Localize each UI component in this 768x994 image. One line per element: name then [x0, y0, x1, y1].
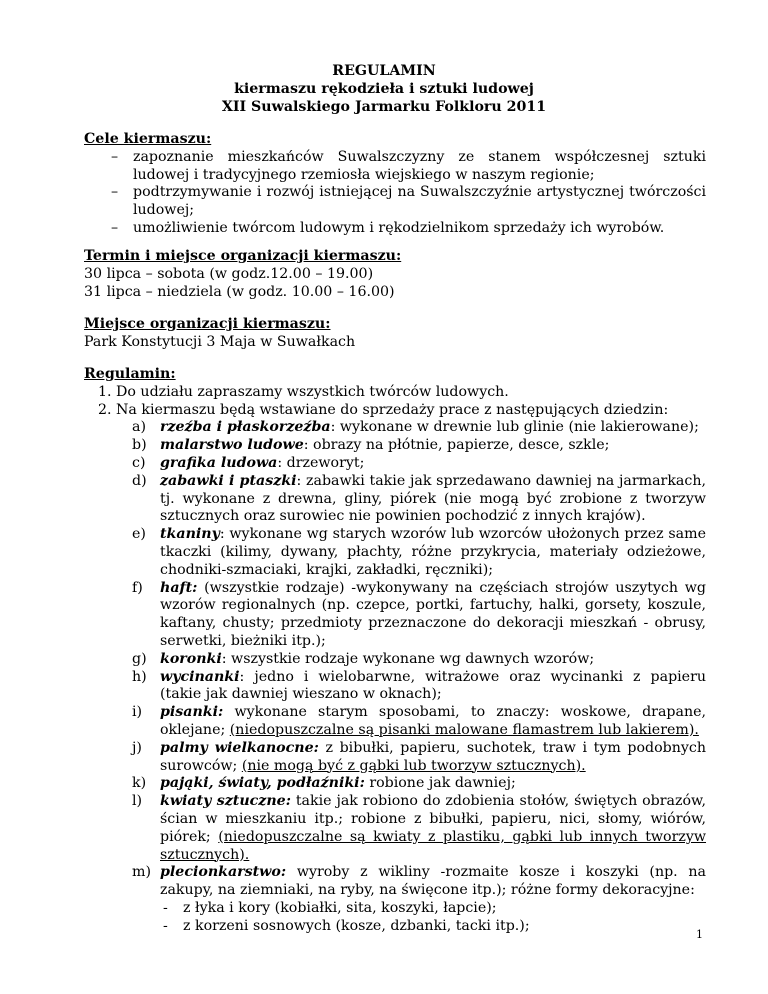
- letter-marker: h): [132, 668, 147, 685]
- term-heading: Termin i miejsce organizacji kiermaszu:: [84, 248, 402, 264]
- category-keyword: koronki: [160, 650, 222, 667]
- category-keyword: haft:: [160, 579, 198, 596]
- letter-marker: g): [132, 650, 147, 667]
- category-d: [84, 473, 706, 526]
- goal-text: podtrzymywanie i rozwój istniejącej na Suwalszczyźnie artystycznej twórczości ludowej;: [133, 184, 706, 219]
- letter-marker: d): [132, 472, 147, 489]
- category-text: wyroby z wikliny -rozmaite kosze i koszyki (np. na zakupy, na ziemniaki, na ryby, na święcone itp.); różne formy dekoracyjne:: [160, 864, 706, 899]
- term-line-2: 31 lipca – niedziela (w godz. 10.00 – 16.00): [84, 283, 395, 300]
- category-keyword: pająki, światy, podłaźniki:: [160, 775, 365, 792]
- sub-marker: -: [163, 899, 168, 916]
- category-restriction: (niedopuszczalne są kwiaty z plastiku, gąbki lub innych tworzyw sztucznych).: [160, 828, 707, 863]
- rules-heading: Regulamin:: [84, 366, 176, 382]
- category-keyword: zabawki i ptaszki: [160, 472, 297, 489]
- letter-marker: c): [132, 454, 146, 471]
- category-keyword: malarstwo ludowe: [160, 437, 304, 454]
- category-restriction: (nie mogą być z gąbki lub tworzyw sztucznych).: [241, 757, 586, 774]
- dash-marker: –: [111, 148, 119, 165]
- category-g: [84, 651, 706, 669]
- rule-item-1: [84, 384, 706, 402]
- category-h: [84, 669, 706, 705]
- category-m: [84, 864, 706, 900]
- rule-text: Do udziału zapraszamy wszystkich twórców ludowych.: [116, 383, 509, 400]
- category-a: [84, 419, 706, 437]
- category-keyword: plecionkarstwo:: [160, 864, 287, 881]
- category-keyword: rzeźba i płaskorzeźba: [160, 419, 331, 436]
- place-heading: Miejsce organizacji kiermaszu:: [84, 316, 331, 332]
- term-line-1: 30 lipca – sobota (w godz.12.00 – 19.00): [84, 265, 374, 282]
- category-text: : drzeworyt;: [277, 454, 365, 471]
- goals-section: [84, 131, 706, 238]
- number-marker: 2.: [98, 401, 112, 418]
- subcategory-item: [84, 918, 706, 936]
- category-c: [84, 455, 706, 473]
- category-i: [84, 704, 706, 740]
- category-l: [84, 793, 706, 864]
- term-section: [84, 248, 706, 301]
- letter-marker: i): [132, 704, 143, 721]
- rule-item-2: [84, 402, 706, 420]
- title-line-1: REGULAMIN: [332, 63, 436, 79]
- category-text: : wykonane w drewnie lub glinie (nie lakierowane);: [330, 419, 699, 436]
- goal-item: [84, 149, 706, 185]
- category-keyword: grafika ludowa: [160, 454, 278, 471]
- category-text: z bibułki, papieru, suchotek, traw i tym podobnych surowców;: [160, 739, 706, 774]
- rules-section: [84, 366, 706, 936]
- page-number: 1: [696, 928, 703, 941]
- category-text: : wszystkie rodzaje wykonane wg dawnych wzorów;: [221, 650, 595, 667]
- rule-text: Na kiermaszu będą wstawiane do sprzedaży prace z następujących dziedzin:: [116, 401, 669, 418]
- letter-marker: l): [132, 793, 143, 810]
- subcategory-text: z korzeni sosnowych (kosze, dzbanki, tacki itp.);: [183, 917, 530, 934]
- letter-marker: k): [132, 775, 147, 792]
- subcategory-text: z łyka i kory (kobiałki, sita, koszyki, łapcie);: [183, 899, 497, 916]
- category-f: [84, 580, 706, 651]
- title-line-3: XII Suwalskiego Jarmarku Folkloru 2011: [221, 98, 547, 115]
- title-line-2: kiermaszu rękodzieła i sztuki ludowej: [234, 80, 534, 97]
- category-text: : jedno i wielobarwne, witrażowe oraz wycinanki z papieru (takie jak dawniej wieszano w oknach);: [160, 668, 706, 703]
- category-keyword: kwiaty sztuczne:: [160, 793, 291, 810]
- letter-marker: a): [132, 419, 146, 436]
- goal-item: [84, 220, 706, 238]
- category-text: wykonane starym sposobami, to znaczy: woskowe, drapane, oklejane;: [160, 704, 706, 738]
- goals-heading: Cele kiermaszu:: [84, 131, 212, 147]
- letter-marker: b): [132, 437, 147, 454]
- category-text: : wykonane wg starych wzorów lub wzorców ułożonych przez same tkaczki (kilimy, dywany, płachty, różne przykrycia, materiały odzieżowe, chodniki-szmaciaki, krajki, zakładki, ręczniki);: [160, 526, 706, 578]
- category-b: [84, 437, 706, 455]
- goal-text: umożliwienie twórcom ludowym i rękodzielnikom sprzedaży ich wyrobów.: [133, 219, 665, 236]
- sub-marker: -: [163, 917, 168, 934]
- category-keyword: tkaniny: [160, 526, 220, 543]
- category-keyword: pisanki:: [160, 704, 224, 721]
- letter-marker: m): [132, 864, 151, 881]
- letter-marker: e): [132, 526, 146, 543]
- goal-text: zapoznanie mieszkańców Suwalszczyzny ze stanem współczesnej sztuki ludowej i tradycyjnego rzemiosła wiejskiego w naszym regionie;: [133, 148, 706, 183]
- category-k: [84, 775, 706, 793]
- goal-item: [84, 184, 706, 220]
- category-restriction: (niedopuszczalne są pisanki malowane flamastrem lub lakierem).: [229, 721, 699, 738]
- letter-marker: j): [132, 739, 142, 756]
- category-text: takie jak robiono do zdobienia stołów, świętych obrazów, ścian w mieszkaniu itp.; robione z bibułki, papieru, nici, słomy, wiórów, piórek;: [160, 793, 706, 845]
- place-section: [84, 316, 706, 352]
- category-keyword: palmy wielkanocne:: [160, 739, 319, 756]
- category-text: robione jak dawniej;: [364, 775, 516, 792]
- category-j: [84, 740, 706, 776]
- document-title: [0, 63, 768, 116]
- category-text: : obrazy na płótnie, papierze, desce, szkle;: [303, 437, 610, 454]
- category-e: [84, 526, 706, 579]
- number-marker: 1.: [98, 383, 112, 400]
- dash-marker: –: [111, 219, 119, 236]
- subcategory-item: [84, 900, 706, 918]
- category-text: : zabawki takie jak sprzedawano dawniej na jarmarkach, tj. wykonane z drewna, gliny, piórek (nie mogą być zrobione z tworzyw sztucznych oraz surowiec nie powinien pochodzić z innych krajów).: [160, 472, 706, 525]
- letter-marker: f): [132, 579, 143, 596]
- place-text: Park Konstytucji 3 Maja w Suwałkach: [84, 333, 356, 350]
- category-keyword: wycinanki: [160, 668, 240, 685]
- category-text: (wszystkie rodzaje) -wykonywany na częściach strojów uszytych wg wzorów regionalnych (np. czepce, portki, fartuchy, halki, gorsety, koszule, kaftany, chusty; przedmioty przeznaczone do dekoracji mieszkań - obrusy, serwetki, bieżniki itp.);: [160, 579, 706, 649]
- dash-marker: –: [111, 184, 119, 201]
